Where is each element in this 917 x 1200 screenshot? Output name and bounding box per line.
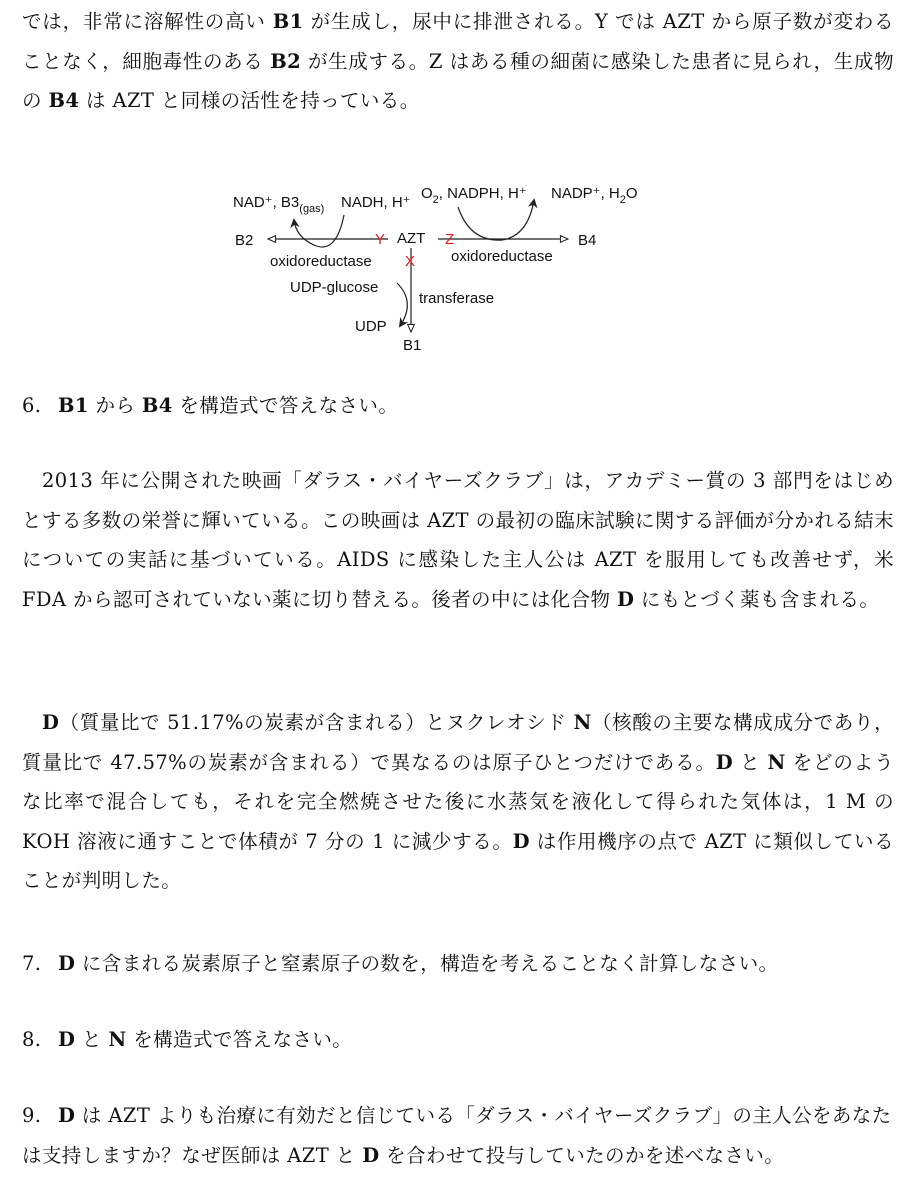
combustion-paragraph <box>22 703 894 901</box>
question-7 <box>22 944 894 984</box>
question-number: 6. <box>22 394 42 417</box>
compound-b1: B1 <box>272 10 304 33</box>
q9-d1: D <box>58 1104 76 1127</box>
intro-text-1: では，非常に溶解性の高い <box>22 10 273 33</box>
label-transferase: transferase <box>419 290 495 307</box>
p3-d3: D <box>512 829 530 853</box>
label-udp: UDP <box>355 318 387 335</box>
p3-s1: （質量比で 51.17%の炭素が含まれる）とヌクレオシド <box>59 711 574 734</box>
enzyme-x: X <box>405 253 416 270</box>
question-number: 8. <box>22 1028 42 1051</box>
p3-s3: と <box>733 750 768 774</box>
cofactor-o2-nadph: $O_2$, NADPH, H⁺ <box>421 185 527 206</box>
left-curved-arrow <box>294 215 344 247</box>
question-number: 7. <box>22 952 42 975</box>
compound-b2: B2 <box>270 49 302 73</box>
q8-n: N <box>108 1028 127 1051</box>
intro-text-2: が生成し，尿中に排泄される。Y では AZT から原子数が変わることなく，細胞毒性のある <box>22 10 894 73</box>
p3-s5: は作用機序の点で AZT に類似していることが判明した。 <box>22 829 894 892</box>
movie-text-end: にもとづく薬も含まれる。 <box>634 587 880 611</box>
question-6 <box>22 386 894 426</box>
oxidoreductase-left: oxidoreductase <box>270 253 372 270</box>
q9-s1: は AZT よりも治療に有効だと信じている「ダラス・バイヤーズクラブ」の主人公をあなたは支持しますか？なぜ医師は AZT と <box>22 1104 892 1167</box>
cofactor-nad-b3: NAD⁺, $B3_{(gas)}$ <box>233 194 325 215</box>
enzyme-z: Z <box>445 231 455 248</box>
q8-d: D <box>58 1028 76 1051</box>
p3-d1: D <box>42 711 60 734</box>
intro-text-4: は AZT と同様の活性を持っている。 <box>79 89 420 112</box>
p3-n1: N <box>573 711 592 734</box>
movie-paragraph <box>22 461 894 619</box>
label-udp-glucose: UDP-glucose <box>290 279 379 296</box>
q7-d: D <box>58 952 76 975</box>
q9-s2: を合わせて投与していたのかを述べなさい。 <box>379 1143 785 1167</box>
q9-d2: D <box>362 1143 380 1167</box>
cofactor-nadh: NADH, H⁺ <box>341 194 411 211</box>
right-curved-arrow <box>458 200 534 240</box>
cofactor-nadp-h2o: NADP⁺, $H_2O$ <box>551 185 638 206</box>
enzyme-y: Y <box>375 231 386 248</box>
p3-s2: （核酸の主要な構成成分であり，質量比で 47.57%の炭素が含まれる）で異なるのは原子ひとつだけである。 <box>22 711 894 774</box>
reaction-scheme <box>0 160 917 360</box>
q6-mid: から <box>88 394 142 417</box>
oxidoreductase-right: oxidoreductase <box>451 248 553 265</box>
q6-end: を構造式で答えなさい。 <box>172 394 399 417</box>
compound-b4: B4 <box>48 89 80 112</box>
intro-paragraph <box>22 2 894 121</box>
label-b1: B1 <box>403 337 422 354</box>
p3-n2: N <box>767 750 786 774</box>
q6-b1: B1 <box>58 394 89 417</box>
q7-text: に含まれる炭素原子と窒素原子の数を，構造を考えることなく計算しなさい。 <box>75 952 779 975</box>
q8-mid: と <box>75 1028 109 1051</box>
q6-b4: B4 <box>141 394 173 417</box>
question-9 <box>22 1096 894 1175</box>
q8-end: を構造式で答えなさい。 <box>126 1028 353 1051</box>
label-b2: B2 <box>235 232 254 249</box>
question-8 <box>22 1020 894 1060</box>
compound-d: D <box>616 587 635 611</box>
movie-text: 2013 年に公開された映画「ダラス・バイヤーズクラブ」は，アカデミー賞の 3 部門をはじめとする多数の栄誉に輝いている。この映画は AZT の最初の臨床試験に関する評価が分かれる結末についての実話に基づいている。AIDS に感染した主人公は AZT を服用しても改善せず，米 FDA から認可されていない薬に切り替える。後者の中には化合物 <box>22 469 894 611</box>
udp-curved-arrow <box>397 283 407 326</box>
question-number: 9. <box>22 1104 42 1127</box>
p3-d2: D <box>715 750 734 774</box>
p3-s4: をどのような比率で混合しても，それを完全燃焼させた後に水蒸気を液化して得られた気体は，1 M の KOH 溶液に通すことで体積が 7 分の 1 に減少する。 <box>22 750 894 853</box>
intro-text-3: が生成する。Z はある種の細菌に感染した患者に見られ，生成物の <box>22 49 894 112</box>
label-b4: B4 <box>578 232 597 249</box>
label-azt: AZT <box>397 230 426 247</box>
